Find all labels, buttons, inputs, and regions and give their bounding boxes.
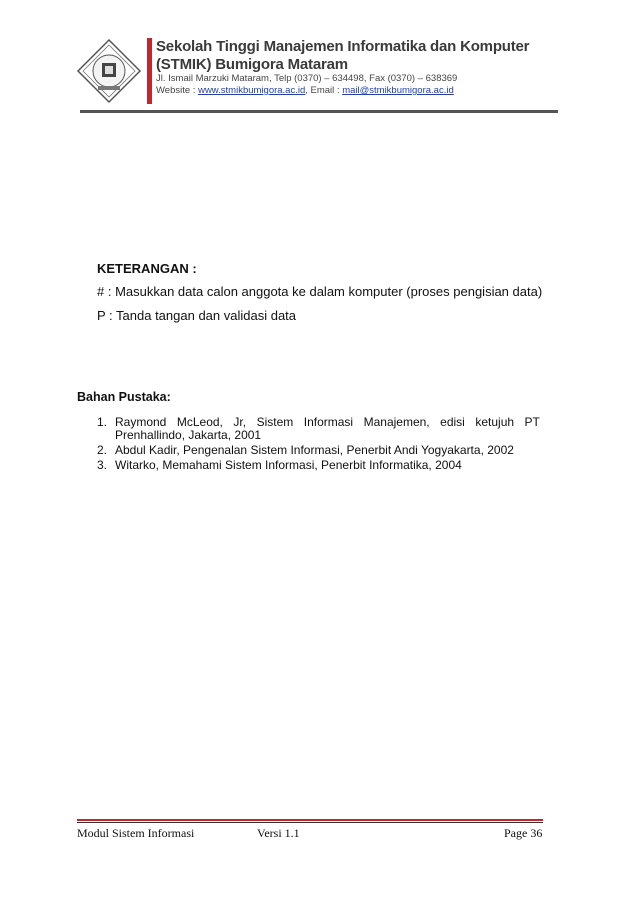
reference-word: Raymond: [115, 415, 167, 429]
reference-word: ketujuh: [475, 415, 515, 429]
email-prefix: , Email :: [305, 85, 343, 96]
references-title: Bahan Pustaka:: [77, 390, 171, 404]
reference-number: 1.: [97, 415, 108, 429]
reference-text: [115, 416, 540, 442]
footer-module-name: Modul Sistem Informasi: [77, 826, 195, 840]
header-title-line1: Sekolah Tinggi Manajemen Informatika dan Komputer: [156, 38, 530, 55]
reference-item: [97, 416, 540, 442]
reference-word: Informasi: [303, 415, 354, 429]
references-list: [97, 416, 540, 474]
website-prefix: Website :: [156, 85, 199, 96]
reference-word: Manajemen,: [363, 415, 430, 429]
keterangan-line: # : Masukkan data calon anggota ke dalam komputer (proses pengisian data): [97, 284, 543, 299]
institution-seal-icon: [76, 38, 142, 104]
reference-number: 3.: [97, 458, 108, 472]
footer-rule: [77, 822, 543, 823]
reference-word: edisi: [440, 415, 465, 429]
footer-version: Versi 1.1: [257, 826, 300, 840]
header-contact: [156, 85, 454, 96]
header-title-line2: (STMIK) Bumigora Mataram: [156, 56, 348, 73]
reference-word: McLeod,: [176, 415, 223, 429]
reference-word: PT: [524, 415, 540, 429]
header-divider: [80, 110, 558, 113]
keterangan-title: KETERANGAN :: [97, 261, 197, 276]
email-link[interactable]: mail@stmikbumigora.ac.id: [342, 85, 454, 96]
reference-item: [97, 459, 540, 472]
reference-item: [97, 444, 540, 457]
footer-page-number: Page 36: [504, 826, 543, 840]
reference-text: Witarko, Memahami Sistem Informasi, Penerbit Informatika, 2004: [115, 458, 462, 472]
footer-accent-rule: [77, 819, 543, 821]
website-link[interactable]: www.stmikbumigora.ac.id: [198, 85, 306, 96]
reference-number: 2.: [97, 443, 108, 457]
reference-word: Jr,: [233, 415, 247, 429]
keterangan-line: P : Tanda tangan dan validasi data: [97, 308, 297, 323]
header-title: [156, 38, 529, 74]
reference-word: Sistem: [256, 415, 294, 429]
reference-line2: Prenhallindo, Jakarta, 2001: [115, 428, 262, 442]
header-address: Jl. Ismail Marzuki Mataram, Telp (0370) – 634498, Fax (0370) – 638369: [156, 73, 458, 84]
header-accent-bar: [147, 38, 152, 104]
reference-text: Abdul Kadir, Pengenalan Sistem Informasi, Penerbit Andi Yogyakarta, 2002: [115, 443, 514, 457]
